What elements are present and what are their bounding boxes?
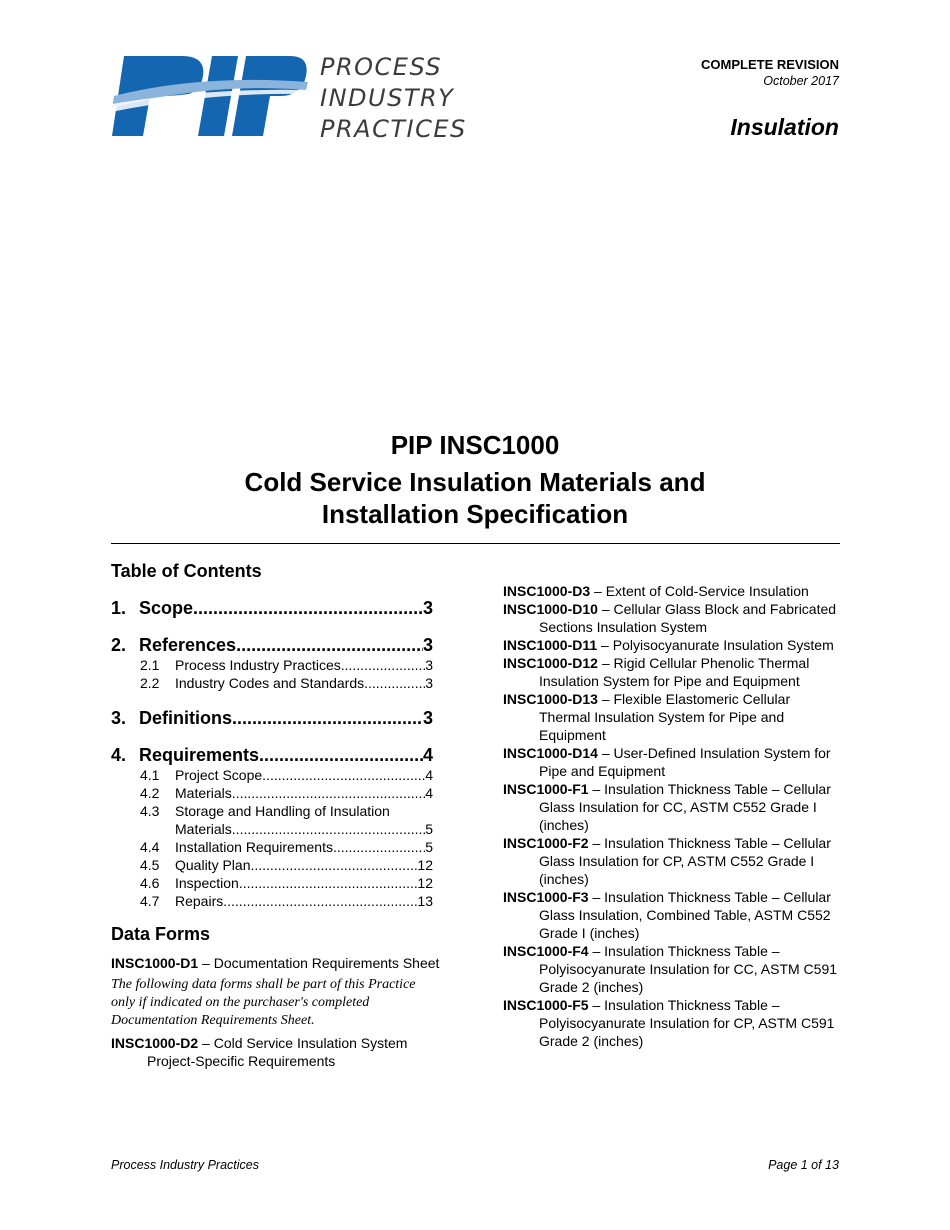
leader-dots xyxy=(239,874,418,892)
data-forms-note: The following data forms shall be part of this Practice only if indicated on the purchaser's completed Documentation Requirements Sheet. xyxy=(111,977,416,1028)
form-code: INSC1000-D11 xyxy=(503,637,598,653)
form-code: INSC1000-D1 xyxy=(111,955,199,971)
title-line: Cold Service Insulation Materials and xyxy=(244,467,706,497)
toc-number: 4.3 xyxy=(140,803,160,819)
page-number: Page 1 of 13 xyxy=(768,1158,839,1172)
toc-section[interactable] xyxy=(111,744,433,766)
leader-dots xyxy=(232,784,425,802)
toc-subsection[interactable] xyxy=(140,874,433,892)
toc-label: Materials xyxy=(175,785,232,801)
toc-number: 4.6 xyxy=(140,875,160,891)
toc-section[interactable] xyxy=(111,634,433,656)
toc-subsection-continued[interactable] xyxy=(175,820,433,838)
form-title: – Insulation Thickness Table – Polyisocyanurate Insulation for CP, ASTM C591 Grade 2 (inches) xyxy=(539,997,835,1049)
toc-page: 5 xyxy=(425,839,433,855)
table-of-contents xyxy=(111,597,433,910)
form-title: – Rigid Cellular Phenolic Thermal Insulation System for Pipe and Equipment xyxy=(539,655,810,689)
data-form-entry[interactable] xyxy=(503,582,838,600)
toc-subsection[interactable] xyxy=(140,656,433,674)
logo-word: PRACTICES xyxy=(320,115,467,143)
toc-section[interactable] xyxy=(111,597,433,619)
revision-label: COMPLETE REVISION xyxy=(701,57,839,72)
toc-page: 4 xyxy=(425,785,433,801)
toc-number: 2. xyxy=(111,635,127,655)
form-title: – Polyisocyanurate Insulation System xyxy=(597,637,834,653)
leader-dots xyxy=(232,707,423,729)
toc-subsection[interactable] xyxy=(140,838,433,856)
toc-subsection[interactable] xyxy=(140,766,433,784)
title-divider xyxy=(111,543,840,544)
data-form-entry[interactable] xyxy=(503,636,838,654)
form-code: INSC1000-F2 xyxy=(503,835,589,851)
data-form-entry[interactable] xyxy=(503,888,838,942)
toc-page: 3 xyxy=(422,708,433,728)
form-code: INSC1000-D13 xyxy=(503,691,598,707)
toc-label: Project Scope xyxy=(175,767,263,783)
toc-label: Storage and Handling of Insulation xyxy=(175,803,390,819)
toc-label: Industry Codes and Standards xyxy=(175,675,365,691)
pip-logo-mark xyxy=(110,52,310,142)
logo-word: INDUSTRY xyxy=(320,84,455,112)
form-code: INSC1000-F5 xyxy=(503,997,589,1013)
document-category: Insulation xyxy=(730,114,839,140)
toc-number: 4.4 xyxy=(140,839,160,855)
toc-subsection[interactable] xyxy=(140,802,433,820)
form-title: – User-Defined Insulation System for Pipe and Equipment xyxy=(539,745,831,779)
form-title: – Documentation Requirements Sheet xyxy=(198,955,440,971)
toc-subsection[interactable] xyxy=(140,674,433,692)
document-id: PIP INSC1000 xyxy=(390,430,560,460)
form-title: – Extent of Cold-Service Insulation xyxy=(590,583,809,599)
toc-heading: Table of Contents xyxy=(111,561,262,581)
toc-number: 4.1 xyxy=(140,767,160,783)
form-title: – Insulation Thickness Table – Cellular Glass Insulation for CP, ASTM C552 Grade I (inches) xyxy=(539,835,831,887)
form-title: – Flexible Elastomeric Cellular Thermal Insulation System for Pipe and Equipment xyxy=(539,691,791,743)
toc-page: 12 xyxy=(417,857,433,873)
leader-dots xyxy=(333,838,425,856)
leader-dots xyxy=(341,656,425,674)
toc-number: 1. xyxy=(111,598,127,618)
form-code: INSC1000-D12 xyxy=(503,655,598,671)
leader-dots xyxy=(236,634,423,656)
revision-date: October 2017 xyxy=(763,74,839,88)
data-form-entry[interactable] xyxy=(503,654,838,690)
toc-number: 2.1 xyxy=(140,657,160,673)
leader-dots xyxy=(232,820,425,838)
toc-page: 3 xyxy=(425,657,433,673)
toc-number: 4.7 xyxy=(140,893,160,909)
toc-page: 3 xyxy=(422,635,433,655)
leader-dots xyxy=(364,674,425,692)
data-form-entry[interactable] xyxy=(111,1034,441,1070)
data-form-entry[interactable] xyxy=(503,942,838,996)
toc-label: Inspection xyxy=(175,875,239,891)
data-form-entry[interactable] xyxy=(503,744,838,780)
leader-dots xyxy=(262,766,425,784)
data-form-entry[interactable] xyxy=(503,690,838,744)
form-code: INSC1000-D10 xyxy=(503,601,598,617)
toc-label: Repairs xyxy=(175,893,224,909)
toc-page: 3 xyxy=(422,598,433,618)
data-form-entry[interactable] xyxy=(503,780,838,834)
toc-page: 13 xyxy=(417,893,433,909)
toc-subsection[interactable] xyxy=(140,892,433,910)
data-forms-right xyxy=(503,582,838,1050)
form-code: INSC1000-F3 xyxy=(503,889,589,905)
leader-dots xyxy=(259,744,423,766)
form-code: INSC1000-F4 xyxy=(503,943,589,959)
toc-number: 4.5 xyxy=(140,857,160,873)
toc-subsection[interactable] xyxy=(140,784,433,802)
data-forms-heading: Data Forms xyxy=(111,924,211,944)
logo-wordmark xyxy=(320,52,490,145)
footer-publisher: Process Industry Practices xyxy=(111,1158,259,1172)
toc-page: 5 xyxy=(425,821,433,837)
toc-page: 3 xyxy=(425,675,433,691)
toc-label: Requirements xyxy=(139,745,260,765)
leader-dots xyxy=(250,856,417,874)
toc-label: Definitions xyxy=(139,708,232,728)
logo-word: PROCESS xyxy=(320,53,443,81)
toc-label: References xyxy=(139,635,237,655)
toc-label: Materials xyxy=(175,821,232,837)
leader-dots xyxy=(193,597,423,619)
form-code: INSC1000-D14 xyxy=(503,745,598,761)
data-form-entry[interactable] xyxy=(503,996,838,1050)
form-title: – Cellular Glass Block and Fabricated Sections Insulation System xyxy=(539,601,837,635)
data-form-entry[interactable] xyxy=(503,600,838,636)
toc-number: 4. xyxy=(111,745,127,765)
toc-number: 2.2 xyxy=(140,675,160,691)
toc-label: Quality Plan xyxy=(175,857,251,873)
toc-page: 12 xyxy=(417,875,433,891)
title-line: Installation Specification xyxy=(321,499,629,529)
toc-subsection[interactable] xyxy=(140,856,433,874)
toc-number: 3. xyxy=(111,708,127,728)
pip-logo xyxy=(110,52,480,142)
toc-section[interactable] xyxy=(111,707,433,729)
form-title: – Insulation Thickness Table – Cellular Glass Insulation, Combined Table, ASTM C552 Grade I (inches) xyxy=(539,889,831,941)
toc-number: 4.2 xyxy=(140,785,160,801)
data-form-entry[interactable] xyxy=(111,954,441,972)
form-title: – Cold Service Insulation System Project-Specific Requirements xyxy=(147,1035,408,1069)
form-code: INSC1000-D2 xyxy=(111,1035,199,1051)
toc-page: 4 xyxy=(425,767,433,783)
toc-label: Process Industry Practices xyxy=(175,657,341,673)
data-forms-left xyxy=(111,954,441,1070)
form-title: – Insulation Thickness Table – Cellular Glass Insulation for CC, ASTM C552 Grade I (inches) xyxy=(539,781,831,833)
leader-dots xyxy=(223,892,417,910)
form-title: – Insulation Thickness Table – Polyisocyanurate Insulation for CC, ASTM C591 Grade 2 (inches) xyxy=(539,943,838,995)
data-form-entry[interactable] xyxy=(503,834,838,888)
form-code: INSC1000-D3 xyxy=(503,583,591,599)
toc-label: Installation Requirements xyxy=(175,839,333,855)
toc-page: 4 xyxy=(422,745,433,765)
form-code: INSC1000-F1 xyxy=(503,781,589,797)
toc-label: Scope xyxy=(139,598,194,618)
